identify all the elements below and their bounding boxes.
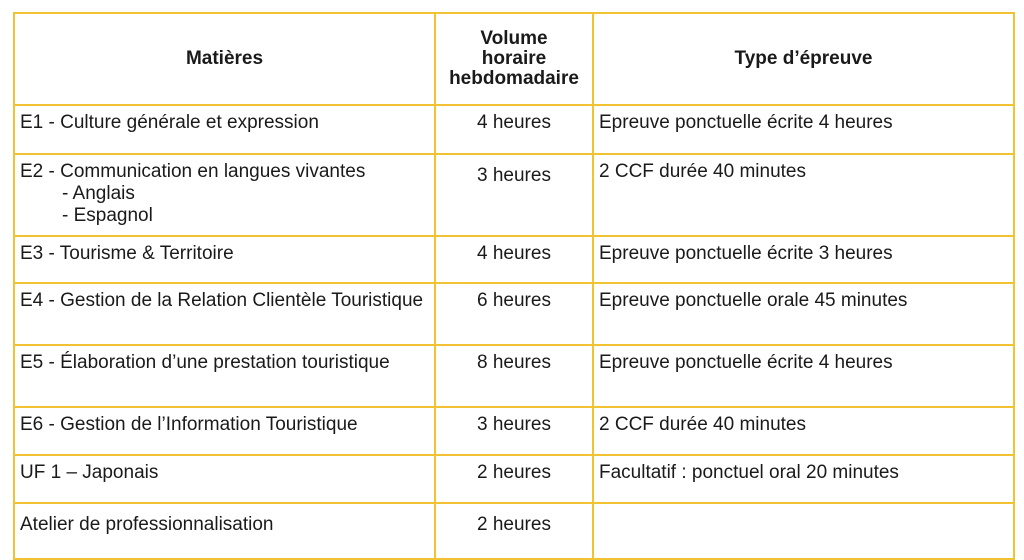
header-volume-line2: horaire bbox=[481, 48, 547, 69]
table-row bbox=[14, 455, 1014, 503]
exam-cell: Epreuve ponctuelle écrite 4 heures bbox=[593, 345, 1014, 407]
table-row bbox=[14, 105, 1014, 154]
subject-cell bbox=[14, 154, 435, 236]
exam-cell: Epreuve ponctuelle orale 45 minutes bbox=[593, 283, 1014, 345]
subject-cell: Atelier de professionnalisation bbox=[14, 503, 435, 559]
language-item: - Anglais bbox=[62, 183, 135, 204]
header-volume-line3: hebdomadaire bbox=[449, 68, 579, 89]
table-row bbox=[14, 345, 1014, 407]
table-row bbox=[14, 407, 1014, 455]
table-header-row bbox=[14, 13, 1014, 105]
header-subjects: Matières bbox=[14, 13, 435, 105]
table-row bbox=[14, 236, 1014, 283]
hours-cell: 3 heures bbox=[435, 154, 593, 236]
table-row bbox=[14, 154, 1014, 236]
exam-cell: Epreuve ponctuelle écrite 4 heures bbox=[593, 105, 1014, 154]
hours-cell: 4 heures bbox=[435, 105, 593, 154]
exam-cell: 2 CCF durée 40 minutes bbox=[593, 154, 1014, 236]
exam-cell: 2 CCF durée 40 minutes bbox=[593, 407, 1014, 455]
hours-cell: 2 heures bbox=[435, 503, 593, 559]
hours-cell: 8 heures bbox=[435, 345, 593, 407]
exam-cell: Epreuve ponctuelle écrite 3 heures bbox=[593, 236, 1014, 283]
hours-cell: 3 heures bbox=[435, 407, 593, 455]
header-volume-line1: Volume bbox=[480, 28, 548, 49]
exam-cell: Facultatif : ponctuel oral 20 minutes bbox=[593, 455, 1014, 503]
exam-cell bbox=[593, 503, 1014, 559]
table-row bbox=[14, 503, 1014, 559]
subject-cell: UF 1 – Japonais bbox=[14, 455, 435, 503]
table-row bbox=[14, 283, 1014, 345]
subject-cell: E3 - Tourisme & Territoire bbox=[14, 236, 435, 283]
header-exam-type: Type d’épreuve bbox=[593, 13, 1014, 105]
subject-cell: E1 - Culture générale et expression bbox=[14, 105, 435, 154]
subject-title: E2 - Communication en langues vivantes bbox=[20, 161, 366, 182]
hours-cell: 2 heures bbox=[435, 455, 593, 503]
language-item: - Espagnol bbox=[62, 205, 153, 226]
exam-schedule-table bbox=[13, 12, 1015, 560]
language-list bbox=[20, 183, 434, 227]
hours-cell: 6 heures bbox=[435, 283, 593, 345]
subject-cell: E6 - Gestion de l’Information Touristique bbox=[14, 407, 435, 455]
subject-cell: E5 - Élaboration d’une prestation touristique bbox=[14, 345, 435, 407]
subject-cell: E4 - Gestion de la Relation Clientèle Touristique bbox=[14, 283, 435, 345]
hours-cell: 4 heures bbox=[435, 236, 593, 283]
header-volume bbox=[435, 13, 593, 105]
